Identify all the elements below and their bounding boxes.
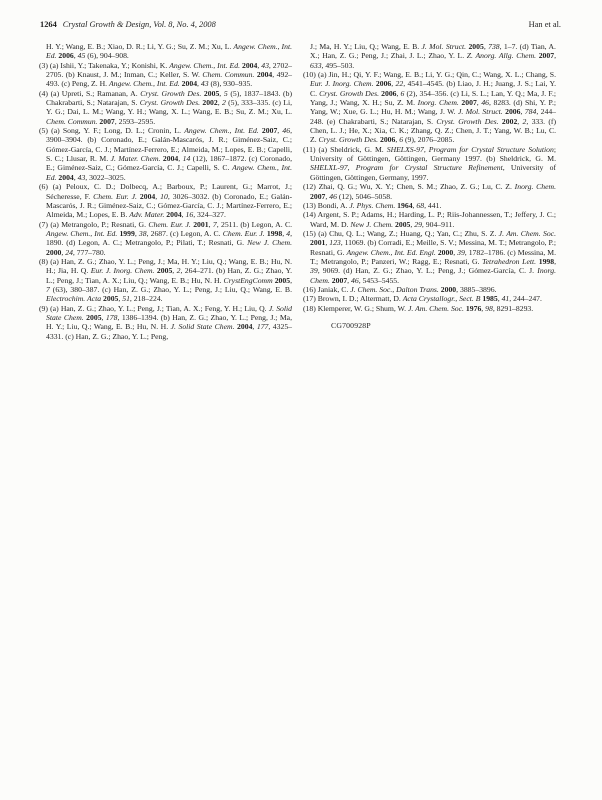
reference-text: (a) Chu, Q. L.; Wang, Z.; Huang, Q.; Yan, C.; Zhu, S. Z. J. Am. Chem. Soc. 2001, 123, 11069. (b) Corradi, E.; Meille, S. V.; Messina, M. T.; Metrangolo, P.; Resnati, G. Angew. Chem., Int. Ed. Engl. 2000, 39, 1782–1786. (c) Messina, M. T.; Metrangolo, P.; Panzeri, W.; Ragg, E.; Resnati, G. Tetrahedron Lett. 1998, 39, 9069. (d) Han, Z. G.; Zhao, Y. L.; Peng, J.; Gómez-García, C. J. Inorg. Chem. 2007, 46, 5453–5455.	[310, 228, 557, 285]
reference-18	[303, 304, 556, 313]
reference-text: (a) Han, Z. G.; Zhao, Y. L.; Peng, J.; Tian, A. X.; Feng, Y. H.; Liu, Q. J. Solid State Chem. 2005, 178, 1386–1394. (b) Han, Z. G.; Zhao, Y. L.; Peng, J.; Ma, H. Y.; Liu, Q.; Wang, E. B.; Hu, N. H. J. Solid State Chem. 2004, 177, 4325–4331. (c) Han, Z. G.; Zhao, Y. L.; Peng,	[46, 303, 293, 341]
reference-number: (11)	[303, 144, 316, 154]
references-left-column	[39, 42, 292, 341]
reference-text: (a) Ishii, Y.; Takenaka, Y.; Konishi, K. Angew. Chem., Int. Ed. 2004, 43, 2702–2705. (b) Knaust, J. M.; Inman, C.; Keller, S. W. Chem. Commun. 2004, 492–493. (c) Peng, Z. H. Angew. Chem., Int. Ed. 2004, 43 (8), 930–935.	[46, 60, 293, 89]
reference-text: H. Y.; Wang, E. B.; Xiao, D. R.; Li, Y. G.; Su, Z. M.; Xu, L. Angew. Chem., Int. Ed. 2006, 45 (6), 904–908.	[46, 42, 293, 61]
reference-3	[39, 61, 292, 89]
reference-5	[39, 126, 292, 182]
reference-number: (7)	[39, 219, 48, 229]
reference-4	[39, 89, 292, 126]
header-left	[40, 20, 216, 29]
reference-text: (a) Upreti, S.; Ramanan, A. Cryst. Growth Des. 2005, 5 (5), 1837–1843. (b) Chakrabarti, S.; Natarajan, S. Cryst. Growth Des. 2002, 2 (5), 333–335. (c) Li, Y. G.; Dai, L. M.; Wang, Y. H.; Wang, X. L.; Wang, E. B.; Su, Z. M.; Xu, L. Chem. Commun. 2007, 2593–2595.	[46, 88, 293, 126]
reference-13	[303, 201, 556, 210]
reference-number: (4)	[39, 88, 48, 98]
reference-text: Janiak, C. J. Chem. Soc., Dalton Trans. 2000, 3885–3896.	[317, 284, 497, 294]
journal-citation: Crystal Growth & Design, Vol. 8, No. 4, 2008	[62, 20, 216, 29]
reference-number: (9)	[39, 303, 48, 313]
article-id-code: CG700928P	[331, 320, 371, 330]
reference-number: (14)	[303, 210, 316, 220]
reference-16	[303, 285, 556, 294]
reference-2-continuation	[39, 42, 292, 61]
reference-text: Klemperer, W. G.; Shum, W. J. Am. Chem. Soc. 1976, 98, 8291–8293.	[317, 303, 534, 313]
reference-number: (8)	[39, 256, 48, 266]
reference-17	[303, 294, 556, 303]
reference-text: Argent, S. P.; Adams, H.; Harding, L. P.; Riis-Johannessen, T.; Jeffery, J. C.; Ward, M. D. New J. Chem. 2005, 29, 904–911.	[310, 210, 557, 229]
reference-14	[303, 210, 556, 229]
reference-12	[303, 182, 556, 201]
reference-text: (a) Sheldrick, G. M. SHELXS-97, Program for Crystal Structure Solution; University of Göttingen, Göttingen, Germany 1997. (b) Sheldrick, G. M. SHELXL-97, Program for Crystal Structure Refinement, University of Göttingen, Göttingen, Germany, 1997.	[310, 144, 557, 182]
reference-text: (a) Metrangolo, P.; Resnati, G. Chem. Eur. J. 2001, 7, 2511. (b) Legon, A. C. Angew. Chem., Int. Ed. 1999, 38, 2687. (c) Legon, A. C. Chem. Eur. J. 1998, 4, 1890. (d) Legon, A. C.; Metrangolo, P.; Pilati, T.; Resnati, G. New J. Chem. 2000, 24, 777–780.	[46, 219, 293, 257]
reference-text: (a) Jin, H.; Qi, Y. F.; Wang, E. B.; Li, Y. G.; Qin, C.; Wang, X. L.; Chang, S. Eur. J. Inorg. Chem. 2006, 22, 4541–4545. (b) Liao, J. H.; Juang, J. S.; Lai, Y. C. Cryst. Growth Des. 2006, 6 (2), 354–356. (c) Li, S. L.; Lan, Y. Q.; Ma, J. F.; Yang, J.; Wang, X. H.; Su, Z. M. Inorg. Chem. 2007, 46, 8283. (d) Shi, Y. P.; Yang, W.; Xue, G. L.; Hu, H. M.; Wang, J. W. J. Mol. Struct. 2006, 784, 244–248. (e) Chakrabarti, S.; Natarajan, S. Cryst. Growth Des. 2002, 2, 333. (f) Chen, L. J.; He, X.; Xia, C. K.; Zhang, Q. Z.; Chen, J. T.; Yang, W. B.; Lu, C. Z. Cryst. Growth Des. 2006, 6 (9), 2076–2085.	[310, 70, 557, 145]
reference-6	[39, 182, 292, 219]
reference-10	[303, 70, 556, 145]
reference-11	[303, 145, 556, 182]
reference-number: (15)	[303, 228, 316, 238]
reference-7	[39, 220, 292, 257]
reference-number: (5)	[39, 126, 48, 136]
reference-number: (13)	[303, 200, 316, 210]
reference-number: (3)	[39, 60, 48, 70]
reference-number: (17)	[303, 294, 316, 304]
reference-text: Zhai, Q. G.; Wu, X. Y.; Chen, S. M.; Zhao, Z. G.; Lu, C. Z. Inorg. Chem. 2007, 46 (12), 5046–5058.	[310, 182, 557, 201]
reference-number: (18)	[303, 303, 316, 313]
reference-text: (a) Han, Z. G.; Zhao, Y. L.; Peng, J.; Ma, H. Y.; Liu, Q.; Wang, E. B.; Hu, N. H.; Jia, H. Q. Eur. J. Inorg. Chem. 2005, 2, 264–271. (b) Han, Z. G.; Zhao, Y. L.; Peng, J.; Tian, A. X.; Liu, Q.; Wang, E. B.; Hu, N. H. CrystEngComm 2005, 7 (63), 380–387. (c) Han, Z. G.; Zhao, Y. L.; Peng, J.; Liu, Q.; Wang, E. B. Electrochim. Acta 2005, 51, 218–224.	[46, 256, 293, 304]
reference-8	[39, 257, 292, 304]
reference-number: (12)	[303, 182, 316, 192]
reference-text: Brown, I. D.; Altermatt, D. Acta Crystallogr., Sect. B 1985, 41, 244–247.	[317, 294, 542, 304]
reference-text: Bondi, A. J. Phys. Chem. 1964, 68, 441.	[317, 200, 442, 210]
page-number: 1264	[40, 20, 57, 29]
reference-9-continuation	[303, 42, 556, 70]
reference-9	[39, 304, 292, 341]
reference-number: (6)	[39, 182, 48, 192]
reference-text: (a) Song, Y. F.; Long, D. L.; Cronin, L. Angew. Chem., Int. Ed. 2007, 46, 3900–3904. (b) Coronado, E.; Galán-Mascarós, J. R.; Giménez-Saiz, C.; Gómez-García, C. J.; Martínez-Ferrero, E.; Almeida, M.; Lopes, E. B.; Capelli, S. C.; Llusar, R. M. J. Mater. Chem. 2004, 14 (12), 1867–1872. (c) Coronado, E.; Giménez-Saiz, C.; Gómez-García, C. J.; Capelli, S. C. Angew. Chem., Int. Ed. 2004, 43, 3022–3025.	[46, 126, 293, 182]
reference-number: (10)	[303, 70, 316, 80]
reference-number: (16)	[303, 284, 316, 294]
running-author: Han et al.	[528, 20, 561, 29]
reference-text: J.; Ma, H. Y.; Liu, Q.; Wang, E. B. J. Mol. Struct. 2005, 738, 1–7. (d) Tian, A. X.; Han, Z. G.; Peng, J.; Zhai, J. L.; Zhao, Y. L. Z. Anorg. Allg. Chem. 2007, 633, 495–503.	[310, 42, 556, 70]
reference-text: (a) Peloux, C. D.; Dolbecq, A.; Barboux, P.; Laurent, G.; Marrot, J.; Sécheresse, F. Chem. Eur. J. 2004, 10, 3026–3032. (b) Coronado, E.; Galán-Mascarós, J. R.; Giménez-Saiz, C.; Gómez-García, C. J.; Martínez-Ferrero, E.; Almeida, M.; Lopes, E. B. Adv. Mater. 2004, 16, 324–327.	[46, 182, 293, 220]
reference-15	[303, 229, 556, 285]
running-header	[40, 20, 561, 29]
references-right-column	[303, 42, 556, 330]
